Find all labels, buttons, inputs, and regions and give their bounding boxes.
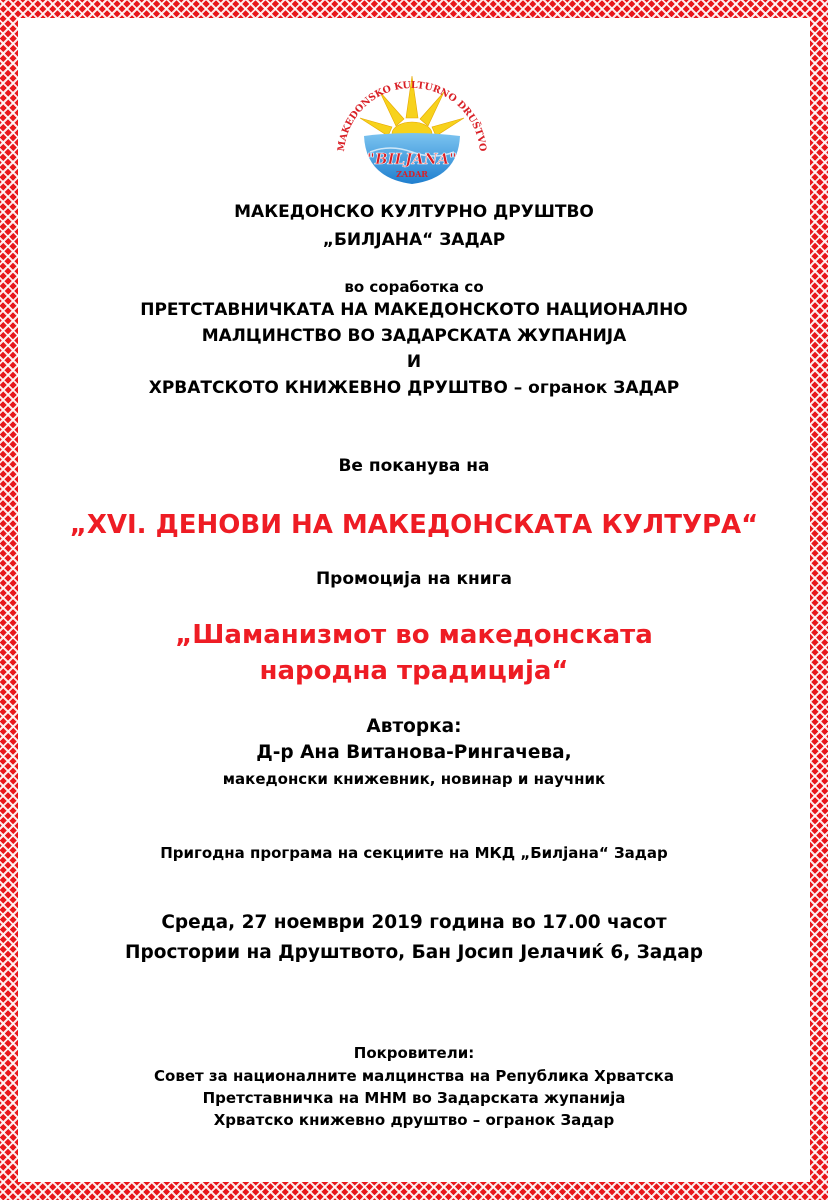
event-subtitle: Промоција на книга: [315, 569, 513, 589]
partner-line-1: ПРЕТСТАВНИЧКАТА НА МАКЕДОНСКОТО НАЦИОНАЛНО: [140, 300, 688, 320]
patron-item: Претставничка на МНМ во Задарската жупанија: [202, 1089, 626, 1107]
author-description: македонски книжевник, новинар и научник: [222, 770, 606, 788]
program-text: Пригодна програма на секциите на МКД „Билјана“ Задар: [160, 844, 668, 862]
event-venue: Простории на Друштвото, Бан Јосип Јелачиќ 6, Задар: [125, 942, 703, 963]
event-date-time: Среда, 27 ноември 2019 година во 17.00 часот: [161, 912, 667, 933]
partner-conjunction: И: [406, 352, 422, 372]
logo-name-text: "BILJANA": [367, 150, 457, 168]
book-title-line-1: „Шаманизмот во македонската: [175, 620, 653, 650]
organization-name-city: „БИЛЈАНА“ ЗАДАР: [322, 230, 506, 250]
author-name: Д-р Ана Витанова-Рингачева,: [256, 742, 572, 763]
cooperation-text: во соработка со: [344, 278, 484, 296]
partner-line-2: МАЛЦИНСТВО ВО ЗАДАРСКАТА ЖУПАНИЈА: [201, 326, 627, 346]
logo-arc-text: MAKEDONSKO KULTURNO DRUŠTVO: [336, 79, 488, 153]
patrons-label: Покровители:: [353, 1044, 475, 1062]
invitation-intro: Ве поканува на: [338, 456, 490, 476]
organization-name: МАКЕДОНСКО КУЛТУРНО ДРУШТВО: [234, 202, 594, 222]
partner-line-3: ХРВАТСКОТО КНИЖЕВНО ДРУШТВО – огранок ЗАДАР: [148, 378, 680, 398]
patron-item: Совет за националните малцинства на Република Хрватска: [154, 1067, 674, 1085]
book-title-line-2: народна традиција“: [259, 656, 569, 686]
biljana-society-logo: [330, 56, 494, 208]
event-title: „XVI. ДЕНОВИ НА МАКЕДОНСКАТА КУЛТУРА“: [69, 510, 759, 540]
logo-city-text: ZADAR: [396, 169, 428, 179]
invitation-page: [18, 18, 810, 1182]
author-label: Авторка:: [366, 716, 462, 737]
patron-item: Хрватско книжевно друштво – огранок Задар: [213, 1111, 615, 1129]
